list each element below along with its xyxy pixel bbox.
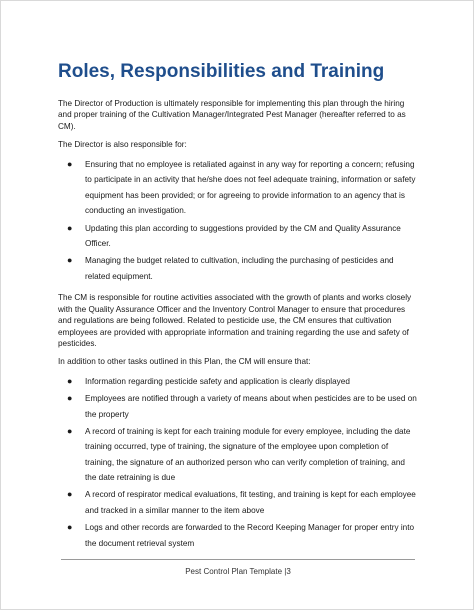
bullet-icon: ● [67,158,73,169]
intro-paragraph-2: The Director is also responsible for: [58,140,187,150]
list-item-text: A record of training is kept for each training module for every employee, including the date training occurred, type of training, the signature of the employee upon completion of training, the signature of an authorized person who can verify completion of training, and the date retraining is due [85,426,411,483]
list-item-text: Logs and other records are forwarded to the Record Keeping Manager for proper entry into the document retrieval system [85,523,415,548]
director-responsibilities-list [58,157,418,285]
bullet-icon: ● [67,425,73,436]
list-item [58,424,418,486]
cm-paragraph-1: The CM is responsible for routine activities associated with the growth of plants and works closely with the Quality Assurance Officer and the Inventory Control Manager to ensure that procedures and regulations are being followed. Related to pesticide use, the CM ensures that cultivation employees are provided with appropriate information and training regarding the use and safety of pesticides. [58,293,412,348]
list-item-text: Managing the budget related to cultivation, including the purchasing of pesticides and related equipment. [85,256,394,281]
list-item [58,253,418,284]
bullet-icon: ● [67,392,73,403]
list-item-text: Information regarding pesticide safety and application is clearly displayed [85,376,350,386]
bullet-icon: ● [67,222,73,233]
list-item-text: Employees are notified through a variety of means about when pesticides are to be used on the property [85,393,417,419]
list-item [58,221,418,252]
list-item [58,520,418,551]
cm-paragraph-2: In addition to other tasks outlined in this Plan, the CM will ensure that: [58,357,311,367]
bullet-icon: ● [67,522,73,533]
list-item [58,391,418,422]
section-heading: Roles, Responsibilities and Training [58,61,385,82]
list-item [58,487,418,518]
cm-duties-list [58,374,418,552]
bullet-icon: ● [67,255,73,266]
bullet-icon: ● [67,489,73,500]
list-item-text: Ensuring that no employee is retaliated against in any way for reporting a concern; refusing to participate in an activity that he/she does not feel adequate training, information or safety equipment has been provided; or for agreeing to provide information to an agency that is conducting an investigation. [85,159,416,216]
list-item-text: A record of respirator medical evaluations, fit testing, and training is kept for each employee and tracked in a similar manner to the item above [85,490,416,516]
page-content [58,59,418,559]
bullet-icon: ● [67,375,73,386]
list-item-text: Updating this plan according to suggestions provided by the CM and Quality Assurance Officer. [85,223,401,249]
intro-paragraph-1: The Director of Production is ultimately responsible for implementing this plan through the hiring and proper training of the Cultivation Manager/Integrated Pest Manager (hereafter referred to as CM). [58,99,406,131]
footer-divider [61,559,415,560]
page-footer: Pest Control Plan Template |3 [185,567,291,576]
list-item [58,374,418,390]
list-item [58,157,418,219]
